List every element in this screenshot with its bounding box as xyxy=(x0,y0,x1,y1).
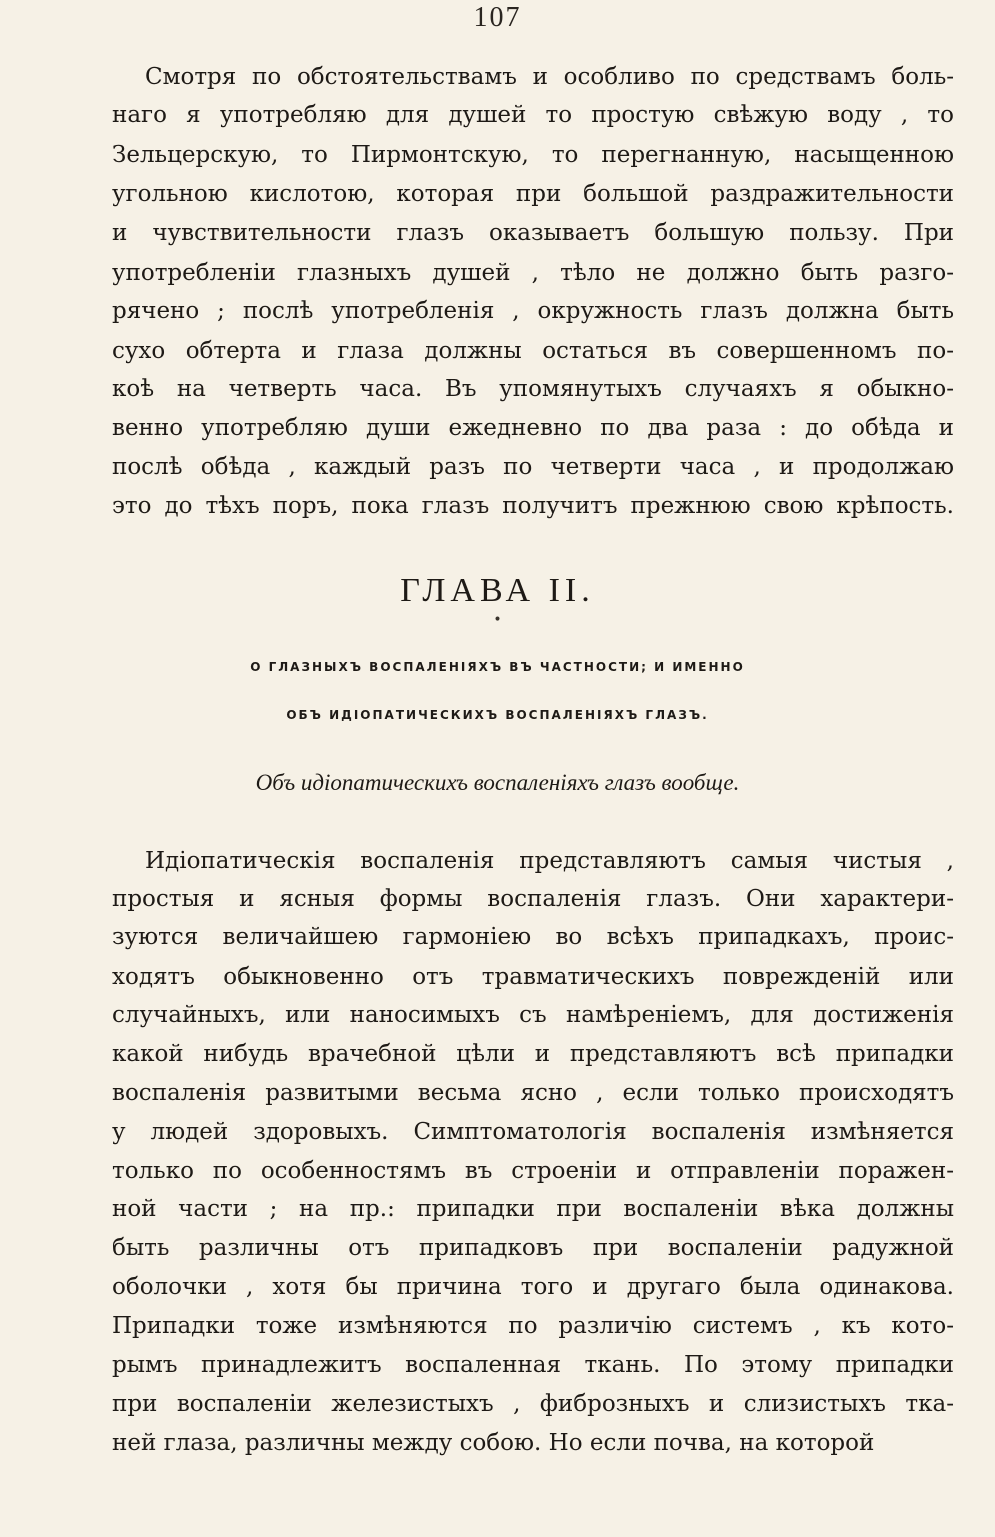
text-line: ходятъ обыкновенно отъ травматическихъ поврежденій или xyxy=(112,964,954,990)
text-line: рымъ принадлежитъ воспаленная ткань. По этому припадки xyxy=(112,1352,954,1378)
subsection-heading: Объ идіопатическихъ воспаленіяхъ глазъ вообще. xyxy=(255,770,740,795)
text-line: употребленіи глазныхъ душей , тѣло не должно быть разго- xyxy=(112,260,954,286)
text-line: венно употребляю души ежедневно по два раза : до обѣда и xyxy=(112,415,954,441)
section-heading-line: ОБЪ ИДІОПАТИЧЕСКИХЪ ВОСПАЛЕНІЯХЪ ГЛАЗЪ. xyxy=(286,708,709,722)
chapter-ornament: • xyxy=(493,612,502,628)
text-line: ной части ; на пр.: припадки при воспаленіи вѣка должны xyxy=(112,1196,954,1222)
text-line: простыя и ясныя формы воспаленія глазъ. Они характери- xyxy=(112,886,954,912)
text-line: Идіопатическія воспаленія представляютъ самыя чистыя , xyxy=(145,848,954,874)
text-line: коѣ на четверть часа. Въ упомянутыхъ случаяхъ я обыкно- xyxy=(112,376,954,402)
text-line: сухо обтерта и глаза должны остаться въ совершенномъ по- xyxy=(112,338,954,364)
page-number: 107 xyxy=(473,2,522,33)
text-line: какой нибудь врачебной цѣли и представляютъ всѣ припадки xyxy=(112,1041,954,1067)
text-line: случайныхъ, или наносимыхъ съ намѣреніемъ, для достиженія xyxy=(112,1002,954,1028)
text-line: наго я употребляю для душей то простую свѣжую воду , то xyxy=(112,102,954,128)
text-line: послѣ обѣда , каждый разъ по четверти часа , и продолжаю xyxy=(112,454,954,480)
text-line: ней глаза, различны между собою. Но если почва, на которой xyxy=(112,1430,875,1456)
text-line: при воспаленіи железистыхъ , фиброзныхъ и слизистыхъ тка- xyxy=(112,1391,954,1417)
chapter-title: ГЛАВА II. xyxy=(400,572,595,609)
text-line: и чувствительности глазъ оказываетъ большую пользу. При xyxy=(112,220,954,246)
text-line: угольною кислотою, которая при большой раздражительности xyxy=(112,181,954,207)
text-line: это до тѣхъ поръ, пока глазъ получитъ прежнюю свою крѣпость. xyxy=(112,493,954,519)
text-line: у людей здоровыхъ. Симптоматологія воспаленія измѣняется xyxy=(112,1119,954,1145)
text-line: рячено ; послѣ употребленія , окружность глазъ должна быть xyxy=(112,298,954,324)
text-line: воспаленія развитыми весьма ясно , если только происходятъ xyxy=(112,1080,954,1106)
text-line: оболочки , хотя бы причина того и другаго была одинакова. xyxy=(112,1274,954,1300)
text-line: Зельцерскую, то Пирмонтскую, то перегнанную, насыщенною xyxy=(112,142,954,168)
text-line: быть различны отъ припадковъ при воспаленіи радужной xyxy=(112,1235,954,1261)
text-line: Смотря по обстоятельствамъ и особливо по средствамъ боль- xyxy=(145,64,954,90)
text-line: только по особенностямъ въ строеніи и отправленіи поражен- xyxy=(112,1158,954,1184)
section-heading-line: О ГЛАЗНЫХЪ ВОСПАЛЕНІЯХЪ ВЪ ЧАСТНОСТИ; И ИМЕННО xyxy=(250,660,745,674)
text-line: зуются величайшею гармоніею во всѣхъ припадкахъ, проис- xyxy=(112,924,954,950)
text-line: Припадки тоже измѣняются по различію системъ , къ кото- xyxy=(112,1313,954,1339)
